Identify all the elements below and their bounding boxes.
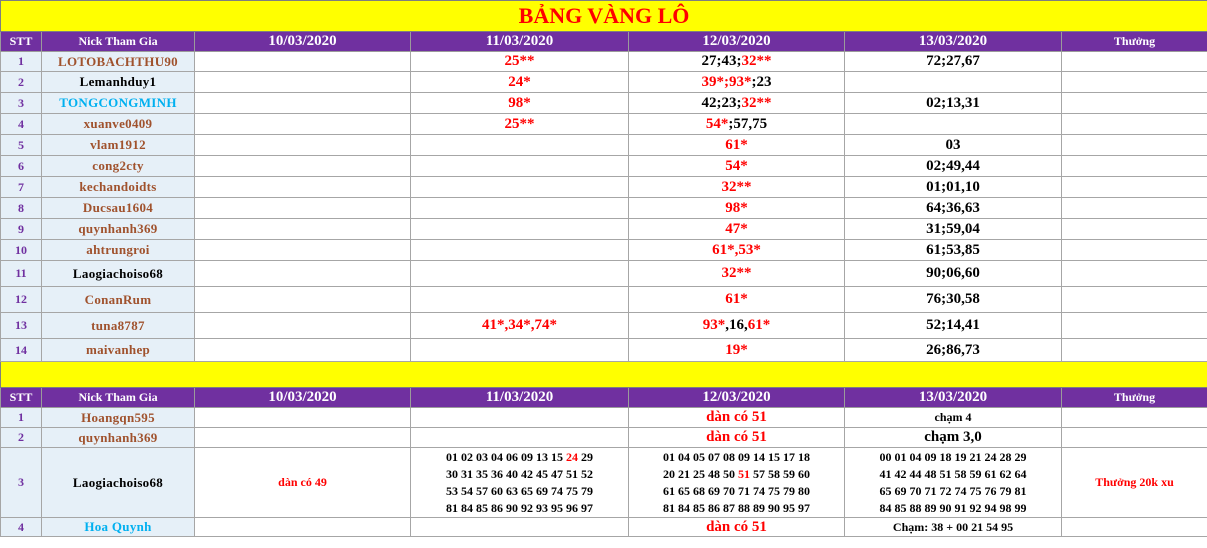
header-row-1	[1, 32, 1207, 52]
number-line	[411, 449, 628, 466]
stt-cell: 7	[1, 177, 42, 198]
stt-cell: 2	[1, 72, 42, 93]
reward-cell	[1062, 408, 1207, 428]
result-cell-d11	[411, 198, 629, 219]
reward-cell	[1062, 287, 1207, 313]
stt-cell: 3	[1, 448, 42, 518]
result-cell-d10	[195, 518, 411, 537]
number-text: 41 42 44 48 51 58 59 61 62 64	[879, 466, 1027, 481]
nick-cell: ConanRum	[42, 287, 195, 313]
number-line	[629, 449, 844, 466]
table-row	[1, 408, 1207, 428]
result-cell-d11	[411, 219, 629, 240]
reward-cell	[1062, 114, 1207, 135]
nick-cell: Hoangqn595	[42, 408, 195, 428]
result-cell-d12	[629, 313, 845, 339]
date-header: 10/03/2020	[195, 32, 411, 52]
nick-cell: ahtrungroi	[42, 240, 195, 261]
hit-number: 32**	[721, 178, 752, 195]
hit-number: 54*	[725, 157, 748, 174]
hit-number: 32**	[741, 53, 772, 69]
separator-cell	[1, 362, 1207, 388]
number-line	[629, 500, 844, 517]
result-cell-d13	[845, 72, 1062, 93]
result-cell-d13	[845, 287, 1062, 313]
stt-cell: 1	[1, 52, 42, 72]
number-text: 76;30,58	[926, 291, 980, 307]
stt-cell: 8	[1, 198, 42, 219]
result-cell-d12	[629, 72, 845, 93]
result-cell-d13	[845, 219, 1062, 240]
number-line	[845, 483, 1061, 500]
nick-cell: Hoa Quynh	[42, 518, 195, 537]
stt-cell: 4	[1, 518, 42, 537]
table-row	[1, 114, 1207, 135]
nick-header: Nick Tham Gia	[42, 388, 195, 408]
result-cell-d12	[629, 339, 845, 362]
result-cell-d11	[411, 72, 629, 93]
reward-cell	[1062, 219, 1207, 240]
result-cell-d10	[195, 72, 411, 93]
hit-number: 24	[566, 449, 578, 464]
reward-cell	[1062, 52, 1207, 72]
result-cell-d10	[195, 135, 411, 156]
number-text: 01 02 03 04 06 09 13 15	[446, 449, 566, 464]
table-row	[1, 240, 1207, 261]
number-text: 61 65 68 69 70 71 74 75 79 80	[663, 483, 810, 498]
number-line	[411, 500, 628, 517]
stt-cell: 14	[1, 339, 42, 362]
result-cell-d12: dàn có 51	[629, 428, 845, 448]
table-row	[1, 198, 1207, 219]
result-cell-d13	[845, 261, 1062, 287]
number-line	[629, 483, 844, 500]
result-cell-d10	[195, 240, 411, 261]
number-text: 57 58 59 60	[750, 466, 810, 481]
result-cell-d13	[845, 313, 1062, 339]
number-list-d12	[629, 448, 845, 518]
date-header: 12/03/2020	[629, 32, 845, 52]
reward-cell	[1062, 156, 1207, 177]
hit-number: 61*	[725, 291, 748, 307]
nick-header: Nick Tham Gia	[42, 32, 195, 52]
result-cell-d11	[411, 156, 629, 177]
result-cell-d10	[195, 219, 411, 240]
hit-number: 98*	[508, 94, 531, 111]
number-text: 61;53,85	[926, 241, 980, 258]
separator-row	[1, 362, 1207, 388]
number-line	[845, 500, 1061, 517]
stt-cell: 4	[1, 114, 42, 135]
table-row	[1, 135, 1207, 156]
result-cell-d10	[195, 114, 411, 135]
result-cell-d13	[845, 114, 1062, 135]
result-cell-d10: dàn có 49	[195, 448, 411, 518]
nick-cell: Lemanhduy1	[42, 72, 195, 93]
number-text: 00 01 04 09 18 19 21 24 28 29	[879, 449, 1027, 464]
table-row	[1, 261, 1207, 287]
result-cell-d11	[411, 93, 629, 114]
number-text: 02;49,44	[926, 157, 980, 174]
hit-number: 24*	[508, 73, 531, 90]
reward-cell	[1062, 518, 1207, 537]
result-cell-d13	[845, 240, 1062, 261]
result-cell-d10	[195, 287, 411, 313]
date-header: 12/03/2020	[629, 388, 845, 408]
number-line	[411, 483, 628, 500]
stt-cell: 11	[1, 261, 42, 287]
hit-number: 19*	[725, 341, 748, 358]
reward-cell	[1062, 177, 1207, 198]
number-text: 01 04 05 07 08 09 14 15 17 18	[663, 449, 810, 464]
number-list-d11	[411, 448, 629, 518]
date-header: 10/03/2020	[195, 388, 411, 408]
hit-number: 32**	[741, 94, 772, 111]
result-cell-d13	[845, 156, 1062, 177]
result-cell-d10	[195, 93, 411, 114]
date-header: 13/03/2020	[845, 388, 1062, 408]
stt-cell: 2	[1, 428, 42, 448]
result-cell-d13	[845, 135, 1062, 156]
nick-cell: TONGCONGMINH	[42, 93, 195, 114]
result-cell-d12	[629, 156, 845, 177]
result-cell-d13	[845, 198, 1062, 219]
hit-number: 61*,53*	[712, 241, 761, 258]
result-cell-d12: dàn có 51	[629, 408, 845, 428]
table-row	[1, 52, 1207, 72]
result-cell-d11	[411, 518, 629, 537]
number-text: 02;13,31	[926, 94, 980, 111]
result-cell-d10	[195, 339, 411, 362]
result-cell-d12	[629, 93, 845, 114]
number-text: ;23	[751, 73, 772, 90]
stt-cell: 5	[1, 135, 42, 156]
number-line	[411, 466, 628, 483]
result-cell-d10	[195, 177, 411, 198]
hit-number: 54*	[705, 115, 729, 132]
nick-cell: cong2cty	[42, 156, 195, 177]
result-cell-d12	[629, 52, 845, 72]
nick-cell: Laogiachoiso68	[42, 448, 195, 518]
hit-number: 25**	[504, 53, 535, 69]
hit-number: 32**	[721, 265, 752, 281]
number-text: 52;14,41	[926, 317, 980, 333]
result-cell-d11	[411, 261, 629, 287]
number-line	[845, 466, 1061, 483]
number-text: 27;43;	[701, 53, 742, 69]
table-row	[1, 156, 1207, 177]
reward-cell: Thưởng 20k xu	[1062, 448, 1207, 518]
result-cell-d13	[845, 52, 1062, 72]
result-cell-d12	[629, 261, 845, 287]
result-cell-d12	[629, 287, 845, 313]
result-cell-d11	[411, 287, 629, 313]
result-cell-d10	[195, 408, 411, 428]
result-cell-d10	[195, 313, 411, 339]
stt-cell: 9	[1, 219, 42, 240]
number-text: 84 85 88 89 90 91 92 94 98 99	[879, 500, 1027, 515]
result-cell-d12	[629, 114, 845, 135]
result-cell-d10	[195, 52, 411, 72]
result-cell-d13: chạm 3,0	[845, 428, 1062, 448]
nick-cell: quynhanh369	[42, 428, 195, 448]
nick-cell: quynhanh369	[42, 219, 195, 240]
stt-cell: 12	[1, 287, 42, 313]
result-cell-d10	[195, 261, 411, 287]
stt-cell: 3	[1, 93, 42, 114]
result-cell-d12	[629, 219, 845, 240]
result-cell-d12: dàn có 51	[629, 518, 845, 537]
result-cell-d11	[411, 313, 629, 339]
number-text: 90;06,60	[926, 265, 980, 281]
reward-cell	[1062, 339, 1207, 362]
result-cell-d11	[411, 240, 629, 261]
title-row	[1, 1, 1207, 32]
stt-cell: 10	[1, 240, 42, 261]
number-text: 72;27,67	[926, 53, 980, 69]
reward-cell	[1062, 135, 1207, 156]
hit-number: 61*	[725, 136, 748, 153]
number-text: 30 31 35 36 40 42 45 47 51 52	[446, 466, 593, 481]
reward-header: Thưởng	[1062, 388, 1207, 408]
number-text: 03	[945, 136, 961, 153]
nick-cell: kechandoidts	[42, 177, 195, 198]
number-text: ;57,75	[728, 115, 768, 132]
result-cell-d11	[411, 114, 629, 135]
number-text: 20 21 25 48 50	[663, 466, 738, 481]
nick-cell: tuna8787	[42, 313, 195, 339]
table-row	[1, 93, 1207, 114]
number-text: 81 84 85 86 87 88 89 90 95 97	[663, 500, 810, 515]
stt-header: STT	[1, 32, 42, 52]
result-cell-d11	[411, 339, 629, 362]
result-cell-d13	[845, 339, 1062, 362]
hit-number: 51	[738, 466, 750, 481]
reward-cell	[1062, 198, 1207, 219]
nick-cell: vlam1912	[42, 135, 195, 156]
reward-cell	[1062, 93, 1207, 114]
reward-cell	[1062, 240, 1207, 261]
date-header: 11/03/2020	[411, 388, 629, 408]
result-cell-d12	[629, 240, 845, 261]
stt-cell: 6	[1, 156, 42, 177]
table-row	[1, 313, 1207, 339]
nick-cell: maivanhep	[42, 339, 195, 362]
hit-number: 47*	[725, 220, 748, 237]
table-row	[1, 287, 1207, 313]
number-text: 81 84 85 86 90 92 93 95 96 97	[446, 500, 593, 515]
number-text: 26;86,73	[926, 341, 980, 358]
result-cell-d11	[411, 135, 629, 156]
header-row-2	[1, 388, 1207, 408]
reward-cell	[1062, 313, 1207, 339]
result-cell-d13: chạm 4	[845, 408, 1062, 428]
table-row	[1, 339, 1207, 362]
table-row	[1, 219, 1207, 240]
result-cell-d11	[411, 177, 629, 198]
hit-number: 39*;93*	[701, 73, 752, 90]
nick-cell: LOTOBACHTHU90	[42, 52, 195, 72]
number-text: 64;36,63	[926, 199, 980, 216]
table-row	[1, 518, 1207, 537]
hit-number: 25**	[504, 115, 535, 132]
hit-number: 41*,34*,74*	[482, 317, 557, 333]
stt-header: STT	[1, 388, 42, 408]
stt-cell: 13	[1, 313, 42, 339]
table-row	[1, 448, 1207, 518]
reward-cell	[1062, 428, 1207, 448]
result-cell-d13: Chạm: 38 + 00 21 54 95	[845, 518, 1062, 537]
nick-cell: xuanve0409	[42, 114, 195, 135]
result-cell-d11	[411, 52, 629, 72]
number-text: 29	[578, 449, 593, 464]
number-text: 65 69 70 71 72 74 75 76 79 81	[879, 483, 1027, 498]
date-header: 13/03/2020	[845, 32, 1062, 52]
nick-cell: Ducsau1604	[42, 198, 195, 219]
result-cell-d11	[411, 408, 629, 428]
result-cell-d11	[411, 428, 629, 448]
result-cell-d13	[845, 93, 1062, 114]
number-text: 31;59,04	[926, 220, 980, 237]
result-cell-d10	[195, 156, 411, 177]
reward-cell	[1062, 72, 1207, 93]
number-list-d13	[845, 448, 1062, 518]
number-text: ,16,	[725, 317, 748, 333]
nick-cell: Laogiachoiso68	[42, 261, 195, 287]
result-cell-d12	[629, 177, 845, 198]
result-cell-d10	[195, 198, 411, 219]
table-row	[1, 428, 1207, 448]
hit-number: 98*	[725, 199, 748, 216]
stt-cell: 1	[1, 408, 42, 428]
number-text: 53 54 57 60 63 65 69 74 75 79	[446, 483, 593, 498]
number-line	[845, 449, 1061, 466]
number-text: 42;23;	[701, 94, 742, 111]
reward-header: Thưởng	[1062, 32, 1207, 52]
reward-cell	[1062, 261, 1207, 287]
result-cell-d13	[845, 177, 1062, 198]
result-cell-d10	[195, 428, 411, 448]
hit-number: 61*	[747, 317, 771, 333]
number-line	[629, 466, 844, 483]
hit-number: 93*	[702, 317, 726, 333]
number-text: 01;01,10	[926, 178, 980, 195]
result-cell-d12	[629, 135, 845, 156]
page-title: BẢNG VÀNG LÔ	[1, 1, 1207, 32]
date-header: 11/03/2020	[411, 32, 629, 52]
table-row	[1, 177, 1207, 198]
table-row	[1, 72, 1207, 93]
result-cell-d12	[629, 198, 845, 219]
